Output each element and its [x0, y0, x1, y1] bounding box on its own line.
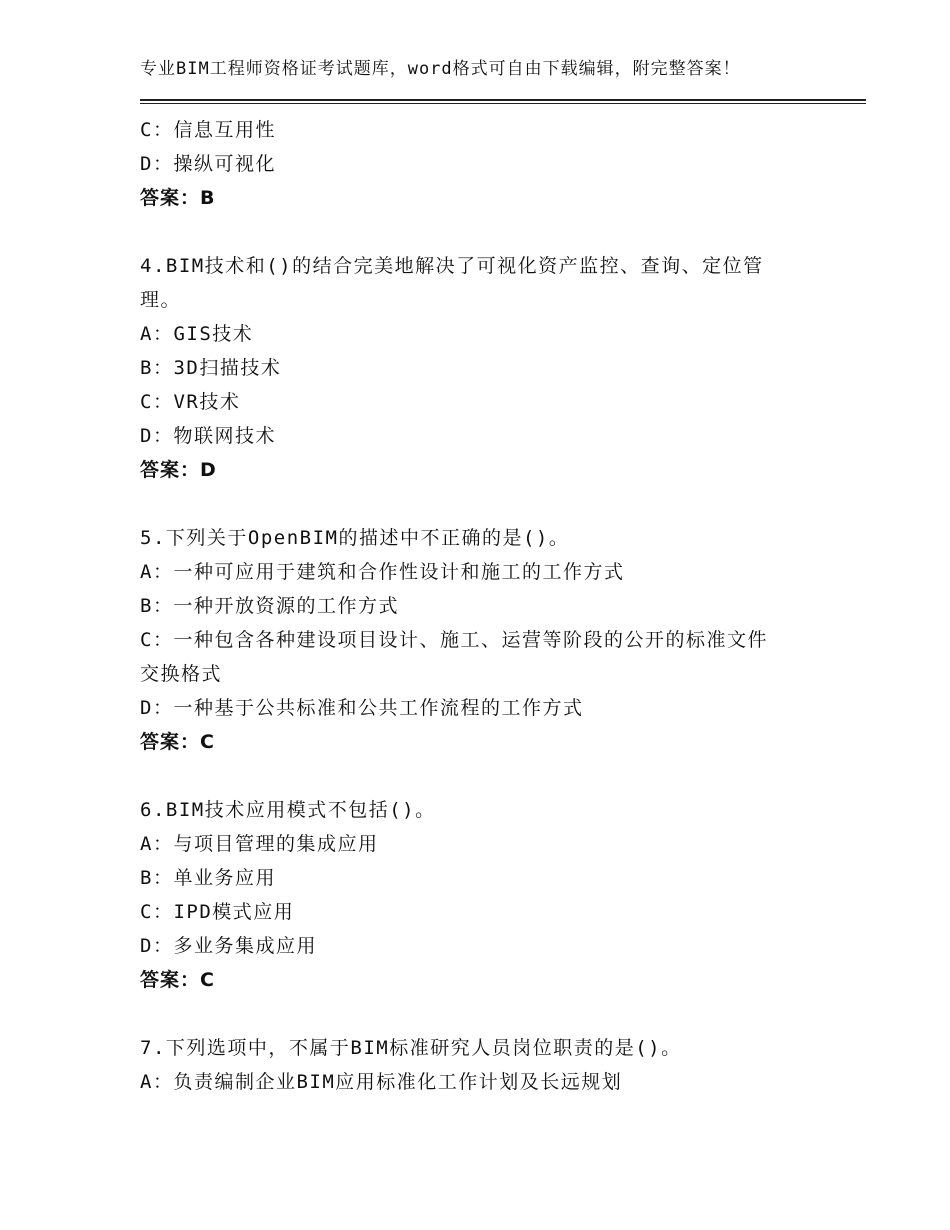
spacer	[140, 487, 840, 521]
option-line: C：IPD模式应用	[140, 901, 295, 923]
option-line-continued: 交换格式	[140, 663, 223, 685]
question-stem: 5.下列关于OpenBIM的描述中不正确的是()。	[140, 527, 570, 549]
option-line: C：一种包含各种建设项目设计、施工、运营等阶段的公开的标准文件	[140, 629, 768, 651]
answer-line: 答案：C	[140, 731, 215, 753]
spacer	[140, 215, 840, 249]
question-5	[140, 521, 840, 759]
question-3-continued	[140, 113, 840, 215]
option-line: B：一种开放资源的工作方式	[140, 595, 399, 617]
option-line: C：信息互用性	[140, 119, 276, 141]
header-rule-thick	[140, 99, 866, 101]
header-rule-thin	[140, 103, 866, 104]
document-body	[140, 113, 840, 1099]
question-6	[140, 793, 840, 997]
answer-line: 答案：D	[140, 459, 217, 481]
option-line: A：一种可应用于建筑和合作性设计和施工的工作方式	[140, 561, 625, 583]
question-4	[140, 249, 840, 487]
answer-line: 答案：C	[140, 969, 215, 991]
option-line: D：一种基于公共标准和公共工作流程的工作方式	[140, 697, 584, 719]
option-line: B：单业务应用	[140, 867, 276, 889]
option-line: C：VR技术	[140, 391, 241, 413]
option-line: D：多业务集成应用	[140, 935, 317, 957]
answer-line: 答案：B	[140, 187, 216, 209]
option-line: D：物联网技术	[140, 425, 276, 447]
spacer	[140, 759, 840, 793]
option-line: A：负责编制企业BIM应用标准化工作计划及长远规划	[140, 1071, 623, 1093]
option-line: D：操纵可视化	[140, 153, 276, 175]
question-stem: 6.BIM技术应用模式不包括()。	[140, 799, 436, 821]
spacer	[140, 997, 840, 1031]
question-stem: 理。	[140, 289, 182, 311]
question-stem: 7.下列选项中，不属于BIM标准研究人员岗位职责的是()。	[140, 1037, 682, 1059]
option-line: A：与项目管理的集成应用	[140, 833, 379, 855]
page-header: 专业BIM工程师资格证考试题库，word格式可自由下载编辑，附完整答案！	[140, 59, 741, 79]
option-line: A：GIS技术	[140, 323, 254, 345]
question-stem: 4.BIM技术和()的结合完美地解决了可视化资产监控、查询、定位管	[140, 255, 764, 277]
question-7	[140, 1031, 840, 1099]
option-line: B：3D扫描技术	[140, 357, 282, 379]
